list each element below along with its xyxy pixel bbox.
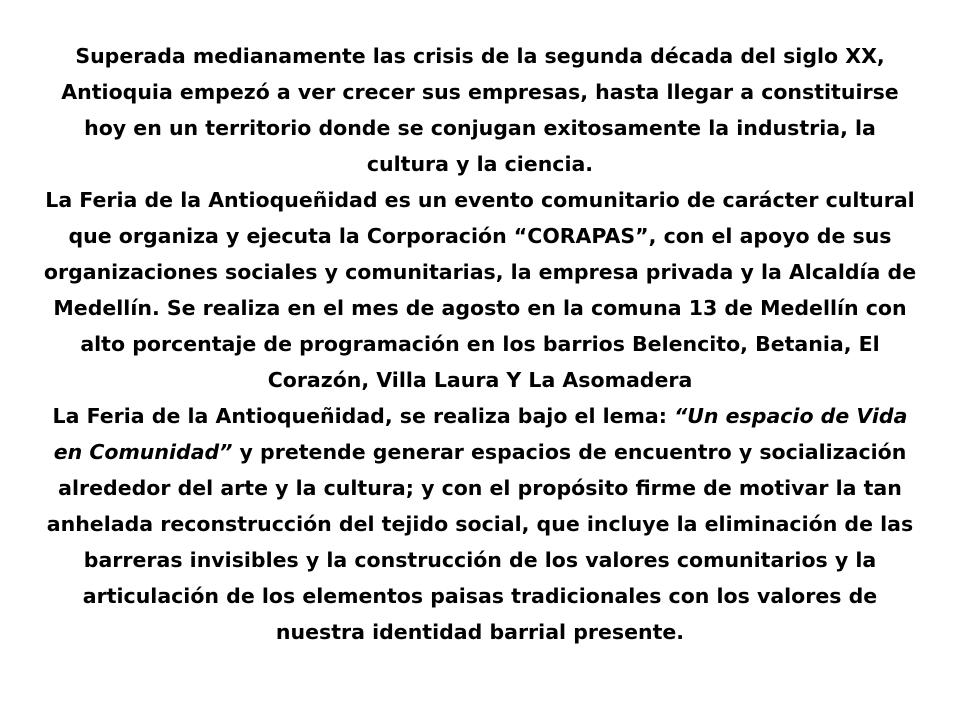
motto-text: “Un espacio de Vida en Comunidad” [53,404,908,464]
paragraph-antioquia-history: Superada medianamente las crisis de la segunda década del siglo XX, Antioquia empezó a ver crecer sus empresas, hasta llegar a constituirse hoy en un territorio donde se conjugan exitosamente la industria, la cultura y la ciencia. [61,44,899,176]
motto-intro-text: La Feria de la Antioqueñidad, se realiza bajo el lema: [52,404,675,428]
paragraph-feria-description: La Feria de la Antioqueñidad es un evento comunitario de carácter cultural que organiza y ejecuta la Corporación “CORAPAS”, con el apoyo de sus organizaciones sociales y comunitarias, la empresa privada y la Alcaldía de Medellín. Se realiza en el mes de agosto en la comuna 13 de Medellín con alto porcentaje de programación en los barrios Belencito, Betania, El Corazón, Villa Laura Y La Asomadera [43,188,917,392]
slide-body [40,38,920,650]
paragraph-feria-motto [40,398,920,650]
motto-purpose-text: y pretende generar espacios de encuentro y socialización alrededor del arte y la cultura; y con el propósito firme de motivar la tan anhelada reconstrucción del tejido social, que incluye la eliminación de las barreras invisibles y la construcción de los valores comunitarios y la articulación de los elementos paisas tradicionales con los valores de nuestra identidad barrial presente. [46,440,914,644]
